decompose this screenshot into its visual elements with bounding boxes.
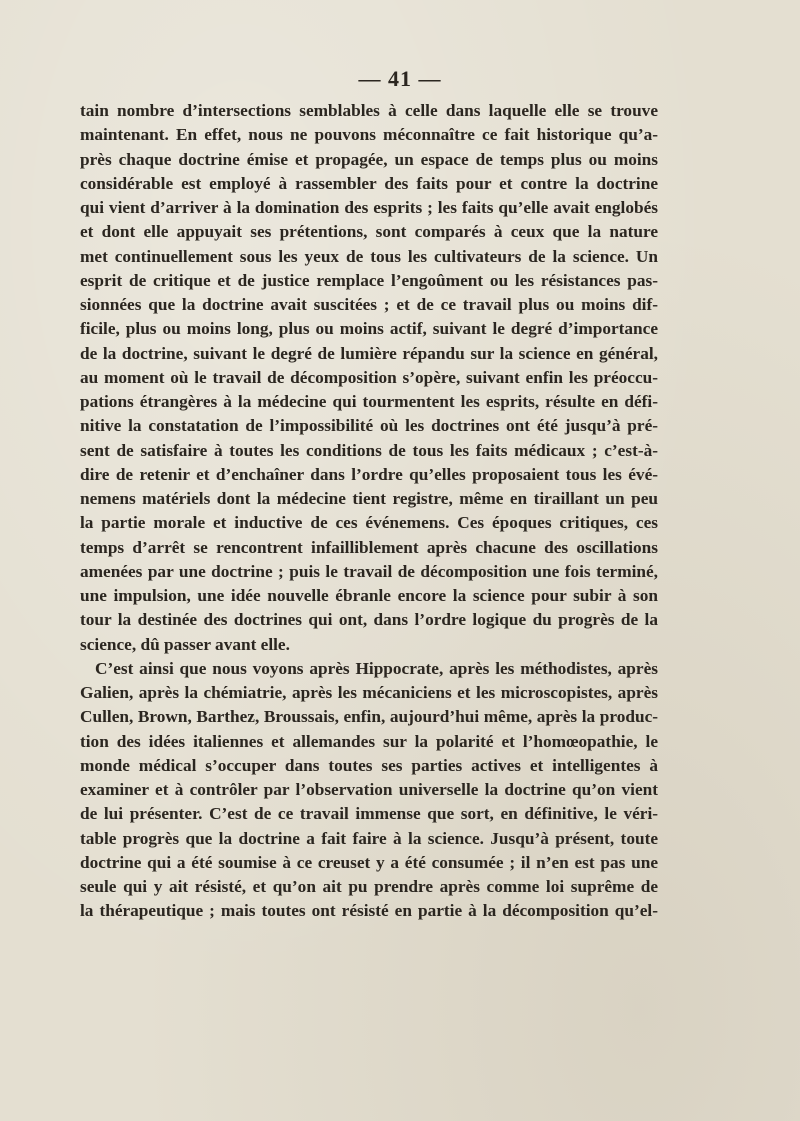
text-line: une impulsion, une idée nouvelle ébranle encore la science pour subir à son [80, 586, 658, 605]
text-line: sionnées que la doctrine avait suscitées ; et de ce travail plus ou moins dif- [80, 295, 658, 314]
text-line: ficile, plus ou moins long, plus ou moins actif, suivant le degré d’importance [80, 319, 658, 339]
text-line: amenées par une doctrine ; puis le travail de décomposition une fois terminé, [80, 561, 658, 581]
text-line: nemens matériels dont la médecine tient registre, même en tiraillant un peu [80, 489, 658, 508]
text-line: seule qui y ait résisté, et qu’on ait pu prendre après comme loi suprême de [80, 877, 658, 896]
text-line: tour la destinée des doctrines qui ont, dans l’ordre logique du progrès de la [80, 610, 658, 630]
text-line: qui vient d’arriver à la domination des esprits ; les faits qu’elle avait englobés [80, 198, 658, 217]
text-line: temps d’arrêt se rencontrent infailliblement après chacune des oscillations [80, 537, 658, 557]
text-line: près chaque doctrine émise et propagée, un espace de temps plus ou moins [80, 149, 658, 169]
text-line: examiner et à contrôler par l’observation universelle la doctrine qu’on vient [80, 780, 658, 799]
text-line: esprit de critique et de justice remplace l’engoûment ou les résistances pas- [80, 270, 658, 290]
text-line: C’est ainsi que nous voyons après Hippocrate, après les méthodistes, après [95, 658, 658, 678]
text-line: table progrès que la doctrine a fait faire à la science. Jusqu’à présent, toute [80, 828, 658, 848]
text-line: Galien, après la chémiatrie, après les mécaniciens et les microscopistes, après [80, 683, 658, 702]
paragraph-2 [80, 657, 658, 924]
text-line: la thérapeutique ; mais toutes ont résisté en partie à la décomposition qu’el- [80, 901, 658, 921]
text-line: nitive la constatation de l’impossibilité où les doctrines ont été jusqu’à pré- [80, 416, 658, 436]
text-line: de la doctrine, suivant le degré de lumière répandu sur la science en général, [80, 343, 658, 363]
body-text [80, 99, 658, 924]
text-line: met continuellement sous les yeux de tous les cultivateurs de la science. Un [80, 246, 658, 266]
text-line: et dont elle appuyait ses prétentions, sont comparés à ceux que la nature [80, 222, 658, 242]
text-line: tion des idées italiennes et allemandes sur la polarité et l’homœopathie, le [80, 731, 658, 751]
text-line: pations étrangères à la médecine qui tourmentent les esprits, résulte en défi- [80, 392, 658, 411]
text-line: au moment où le travail de décomposition s’opère, suivant enfin les préoccu- [80, 367, 658, 387]
text-line: Cullen, Brown, Barthez, Broussais, enfin, aujourd’hui même, après la produc- [80, 707, 658, 727]
text-line: maintenant. En effet, nous ne pouvons méconnaître ce fait historique qu’a- [80, 125, 658, 145]
text-line: monde médical s’occuper dans toutes ses parties actives et intelligentes à [80, 755, 658, 775]
paragraph-1 [80, 99, 658, 657]
text-line: considérable est employé à rassembler des faits pour et contre la doctrine [80, 173, 658, 193]
text-line: doctrine qui a été soumise à ce creuset y a été consumée ; il n’en est pas une [80, 852, 658, 872]
text-line: dire de retenir et d’enchaîner dans l’ordre qu’elles proposaient tous les évé- [80, 464, 658, 484]
text-line: tain nombre d’intersections semblables à celle dans laquelle elle se trouve [80, 101, 658, 120]
text-line: la partie morale et inductive de ces événemens. Ces époques critiques, ces [80, 513, 658, 533]
page-number: — 41 — [358, 66, 442, 91]
text-line: sent de satisfaire à toutes les conditions de tous les faits médicaux ; c’est-à- [80, 440, 658, 460]
text-line: science, dû passer avant elle. [80, 634, 290, 654]
text-line: de lui présenter. C’est de ce travail immense que sort, en définitive, le véri- [80, 804, 658, 824]
